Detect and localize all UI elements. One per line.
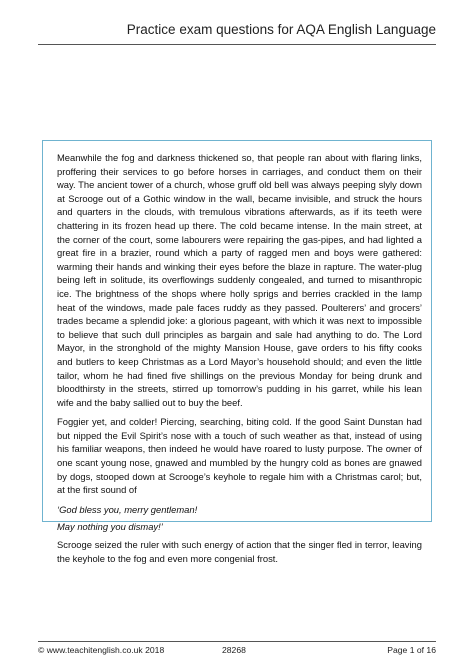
footer-page-number: Page 1 of 16 <box>387 645 436 655</box>
page-header-title: Practice exam questions for AQA English Language <box>126 22 436 37</box>
song-line-2: May nothing you dismay!’ <box>57 521 163 533</box>
extract-paragraph-1: Meanwhile the fog and darkness thickened so, that people ran about with flaring links, proffering their services to go before horses in carriages, and conduct them on their way. The ancient tower of a church, whose gruff old bell was always peeping slyly down at Scrooge out of a Gothic window in the wall, became invisible, and struck the hours and quarters in the clouds, with tremulous vibrations afterwards, as if its teeth were chattering in its frozen head up there. The cold became intense. In the main street, at the corner of the court, some labourers were repairing the gas-pipes, and had lighted a great fire in a brazier, round which a party of ragged men and boys were gathered: warming their hands and winking their eyes before the blaze in rapture. The water-plug being left in solitude, its overflowings suddenly congealed, and turned to misanthropic ice. The brightness of the shops where holly sprigs and berries crackled in the lamp heat of the windows, made pale faces ruddy as they passed. Poulterers’ and grocers’ trades became a splendid joke: a glorious pageant, with which it was next to impossible to believe that such dull principles as bargain and sale had anything to do. The Lord Mayor, in the stronghold of the mighty Mansion House, gave orders to his fifty cooks and butlers to keep Christmas as a Lord Mayor’s household should; and even the little tailor, whom he had fined five shillings on the previous Monday for being drunk and bloodthirsty in the streets, stirred up tomorrow’s pudding in his garret, while his lean wife and the baby sallied out to buy the beef. <box>57 152 422 408</box>
extract-text <box>57 151 422 571</box>
song-line-1: ‘God bless you, merry gentleman! <box>57 503 198 515</box>
footer-resource-code: 28268 <box>222 645 246 655</box>
footer-copyright: © www.teachitenglish.co.uk 2018 <box>38 645 165 655</box>
extract-paragraph-2: Foggier yet, and colder! Piercing, searching, biting cold. If the good Saint Dunstan had but nipped the Evil Spirit’s nose with a touch of such weather as that, instead of using his familiar weapons, then indeed he would have roared to lusty purpose. The owner of one scant young nose, gnawed and mumbled by the hungry cold as bones are gnawed by dogs, stooped down at Scrooge’s keyhole to regale him with a Christmas carol; but, at the first sound of <box>57 416 422 496</box>
footer-divider <box>38 641 436 642</box>
extract-closing-paragraph: Scrooge seized the ruler with such energy of action that the singer fled in terror, leaving the keyhole to the fog and even more congenial frost. <box>57 539 422 564</box>
header-divider <box>38 44 436 45</box>
